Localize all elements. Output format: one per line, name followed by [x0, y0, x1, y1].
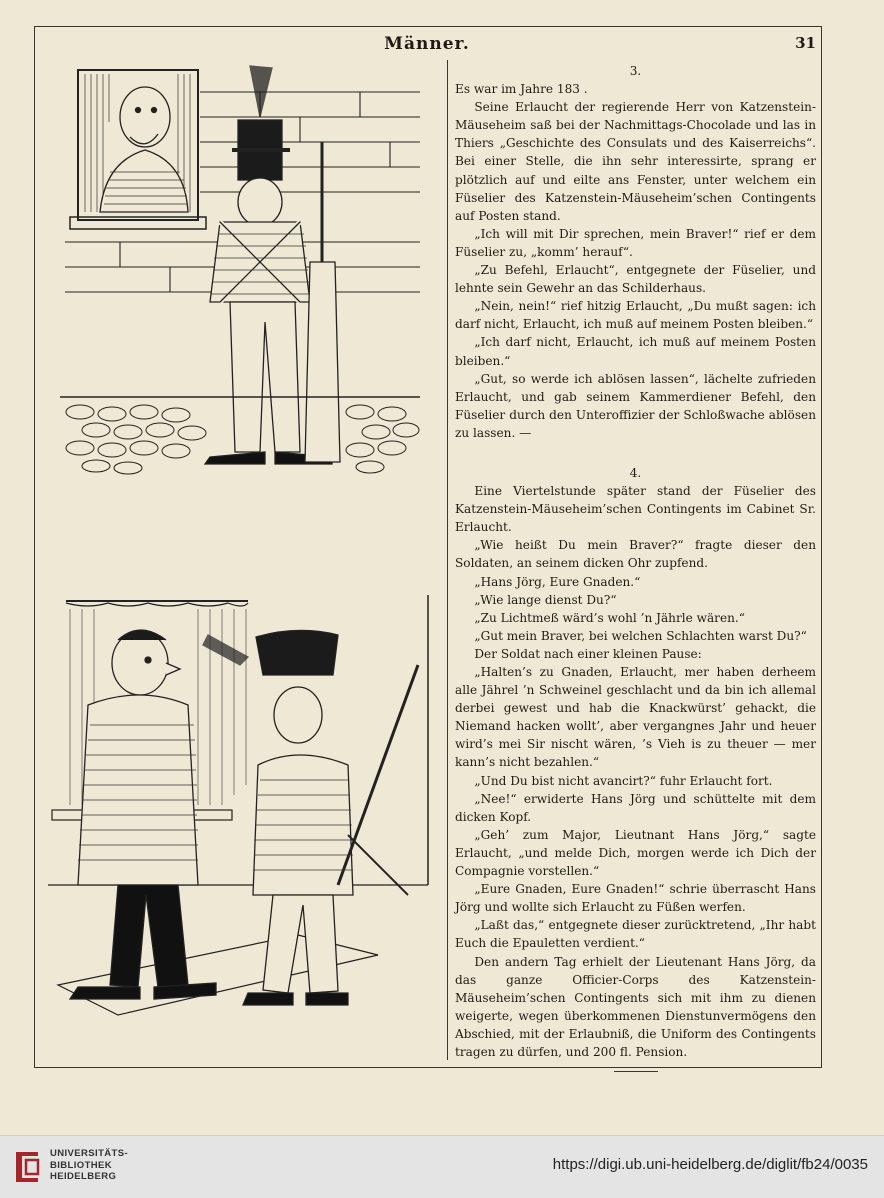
paragraph: „Ich will mit Dir sprechen, mein Braver!“ rief er dem Füselier zu, „komm’ herauf“. — [455, 226, 816, 259]
paragraph: Den andern Tag erhielt der Lieutenant Hans Jörg, da das ganze Officier-Corps des Katzenstein-Mäuseheim’schen Contingents sich mit ihm zu dienen weigerte, wegen überkommenen Dienstunvermögens den Abschied, mit der Erlaubniß, die Uniform des Contingents tragen zu dürfen, und 200 fl. Pension. — [455, 954, 816, 1059]
paragraph: „Und Du bist nicht avancirt?“ fuhr Erlaucht fort. — [474, 773, 773, 788]
paragraph: „Wie lange dienst Du?“ — [474, 592, 617, 607]
page-number: 31 — [795, 34, 816, 52]
viewer-footer — [0, 1135, 884, 1198]
paragraph: „Zu Lichtmeß wärd’s wohl ’n Jährle wären.“ — [474, 610, 745, 625]
paragraph: „Nein, nein!“ rief hitzig Erlaucht, „Du mußt sagen: ich darf nicht, Erlaucht, ich muß auf meinem Posten bleiben.“ — [455, 299, 816, 332]
library-logo-icon[interactable] — [12, 1148, 42, 1186]
paragraph: „Gut mein Braver, bei welchen Schlachten warst Du?“ — [474, 628, 807, 643]
logo-line: HEIDELBERG — [50, 1171, 117, 1182]
logo-line: UNIVERSITÄTS- — [50, 1148, 129, 1159]
paragraph: „Zu Befehl, Erlaucht“, entgegnete der Füselier, und lehnte sein Gewehr an das Schilderhaus. — [455, 263, 816, 296]
illustration-cabinet-scene — [48, 595, 433, 1025]
paragraph: Seine Erlaucht der regierende Herr von Katzenstein-Mäuseheim saß bei der Nachmittags-Chocolade und las in Thiers „Geschichte des Consulats und des Kaiserreichs“. Bei einer Stelle, die ihn sehr interessirte, sprang er plötzlich auf und eilte ans Fenster, unter welchem ein Füselier des Katzenstein-Mäuseheim’schen Contingents auf Posten stand. — [455, 100, 816, 223]
library-logo-text[interactable] — [50, 1148, 128, 1183]
running-title: Männer. — [384, 34, 470, 54]
section-number-4: 4. — [629, 465, 642, 480]
paragraph: Es war im Jahre 183 . — [455, 82, 588, 97]
paragraph: Der Soldat nach einer kleinen Pause: — [474, 646, 702, 661]
paragraph: „Halten’s zu Gnaden, Erlaucht, mer haben derheem alle Jährel ’n Schweinel geschlacht und da bin ich allemal derbei gewest und hab die Knackwürst’ gehackt, die Niemand hacken wollt’, aber vergangnes Jahr und heuer wird’s mei Sir nischt wären, ’s Vieh is zu theuer — mer kann’s nicht bezahlen.“ — [455, 665, 816, 770]
page-header — [34, 30, 820, 60]
end-rule — [614, 1071, 658, 1072]
text-column — [455, 62, 816, 1072]
paragraph: „Nee!“ erwiderte Hans Jörg und schüttelte mit dem dicken Kopf. — [455, 791, 816, 824]
logo-line: BIBLIOTHEK — [50, 1159, 113, 1171]
paragraph: „Hans Jörg, Eure Gnaden.“ — [474, 574, 641, 589]
paragraph: „Ich darf nicht, Erlaucht, ich muß auf meinem Posten bleiben.“ — [455, 335, 816, 368]
paragraph: „Geh’ zum Major, Lieutnant Hans Jörg,“ sagte Erlaucht, „und melde Dich, morgen werde ich Dich der Compagnie vorstellen.“ — [455, 827, 816, 879]
section-number-3: 3. — [629, 64, 642, 78]
paragraph: „Laßt das,“ entgegnete dieser zurücktretend, „Ihr habt Euch die Epauletten verdient.“ — [455, 918, 816, 951]
paragraph: „Eure Gnaden, Eure Gnaden!“ schrie überrascht Hans Jörg und wollte sich Erlaucht zu Füßen werfen. — [455, 882, 816, 915]
paragraph: „Wie heißt Du mein Braver?“ fragte dieser den Soldaten, an seinem dicken Ohr zupfend. — [455, 538, 816, 571]
illustration-sentry-window — [60, 62, 430, 477]
column-divider — [447, 60, 448, 1060]
paragraph: Eine Viertelstunde später stand der Füselier des Katzenstein-Mäuseheim’schen Contingents im Cabinet Sr. Erlaucht. — [455, 484, 816, 535]
permalink-url[interactable]: https://digi.ub.uni-heidelberg.de/diglit/fb24/0035 — [552, 1156, 868, 1173]
paragraph: „Gut, so werde ich ablösen lassen“, lächelte zufrieden Erlaucht, und gab seinem Kammerdiener Befehl, den Füselier durch den Unteroffizier der Schloßwache ablösen zu lassen. — — [455, 371, 816, 440]
